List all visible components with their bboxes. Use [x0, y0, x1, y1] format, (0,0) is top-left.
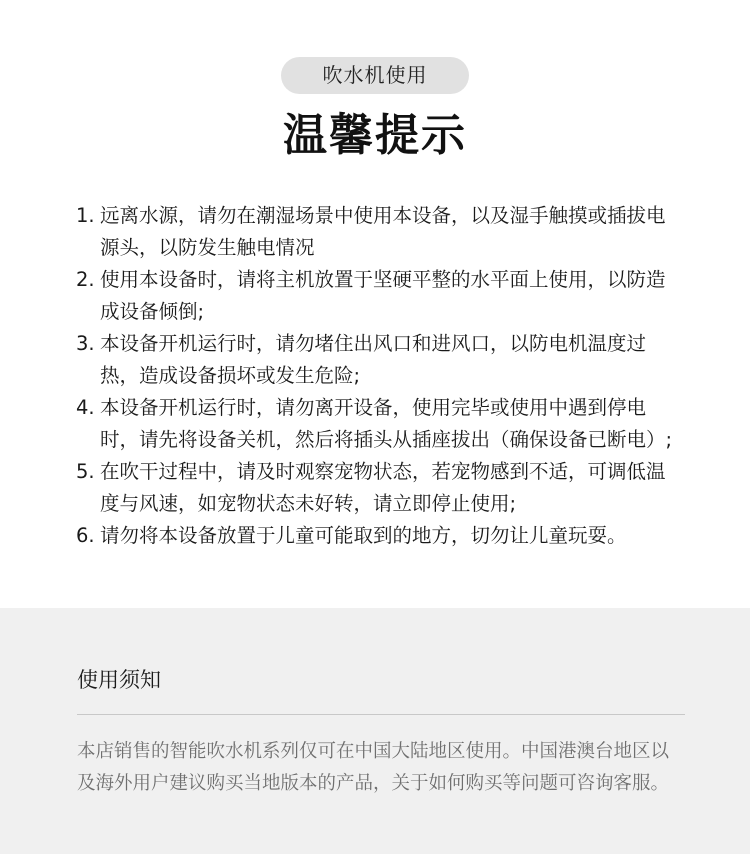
list-item-text: 本设备开机运行时，请勿离开设备，使用完毕或使用中遇到停电时，请先将设备关机，然后将插头从插座拔出（确保设备已断电）; — [100, 396, 673, 451]
list-item — [76, 392, 680, 456]
list-item-number: 6. — [76, 524, 95, 547]
list-item-number: 1. — [76, 204, 95, 227]
section-tag: 吹水机使用 — [281, 57, 469, 94]
list-item-text: 使用本设备时，请将主机放置于坚硬平整的水平面上使用，以防造成设备倾倒; — [100, 268, 666, 323]
list-item-number: 3. — [76, 332, 95, 355]
tips-list — [76, 200, 680, 552]
notice-title: 使用须知 — [77, 668, 161, 692]
notice-body: 本店销售的智能吹水机系列仅可在中国大陆地区使用。中国港澳台地区以及海外用户建议购买当地版本的产品，关于如何购买等问题可咨询客服。 — [77, 741, 670, 794]
list-item-number: 2. — [76, 268, 95, 291]
list-item — [76, 520, 680, 552]
list-item-text: 本设备开机运行时，请勿堵住出风口和进风口，以防电机温度过热，造成设备损坏或发生危险; — [100, 332, 647, 387]
list-item-text: 远离水源，请勿在潮湿场景中使用本设备，以及湿手触摸或插拔电源头，以防发生触电情况 — [100, 204, 666, 259]
page-title: 温馨提示 — [283, 110, 467, 161]
list-item — [76, 200, 680, 264]
list-item-number: 5. — [76, 460, 95, 483]
list-item-text: 请勿将本设备放置于儿童可能取到的地方，切勿让儿童玩耍。 — [100, 524, 627, 547]
list-item — [76, 264, 680, 328]
list-item-text: 在吹干过程中，请及时观察宠物状态，若宠物感到不适，可调低温度与风速，如宠物状态未好转，请立即停止使用; — [100, 460, 666, 515]
usage-notice-section — [0, 608, 750, 854]
list-item-number: 4. — [76, 396, 95, 419]
list-item — [76, 456, 680, 520]
list-item — [76, 328, 680, 392]
divider — [77, 714, 685, 715]
